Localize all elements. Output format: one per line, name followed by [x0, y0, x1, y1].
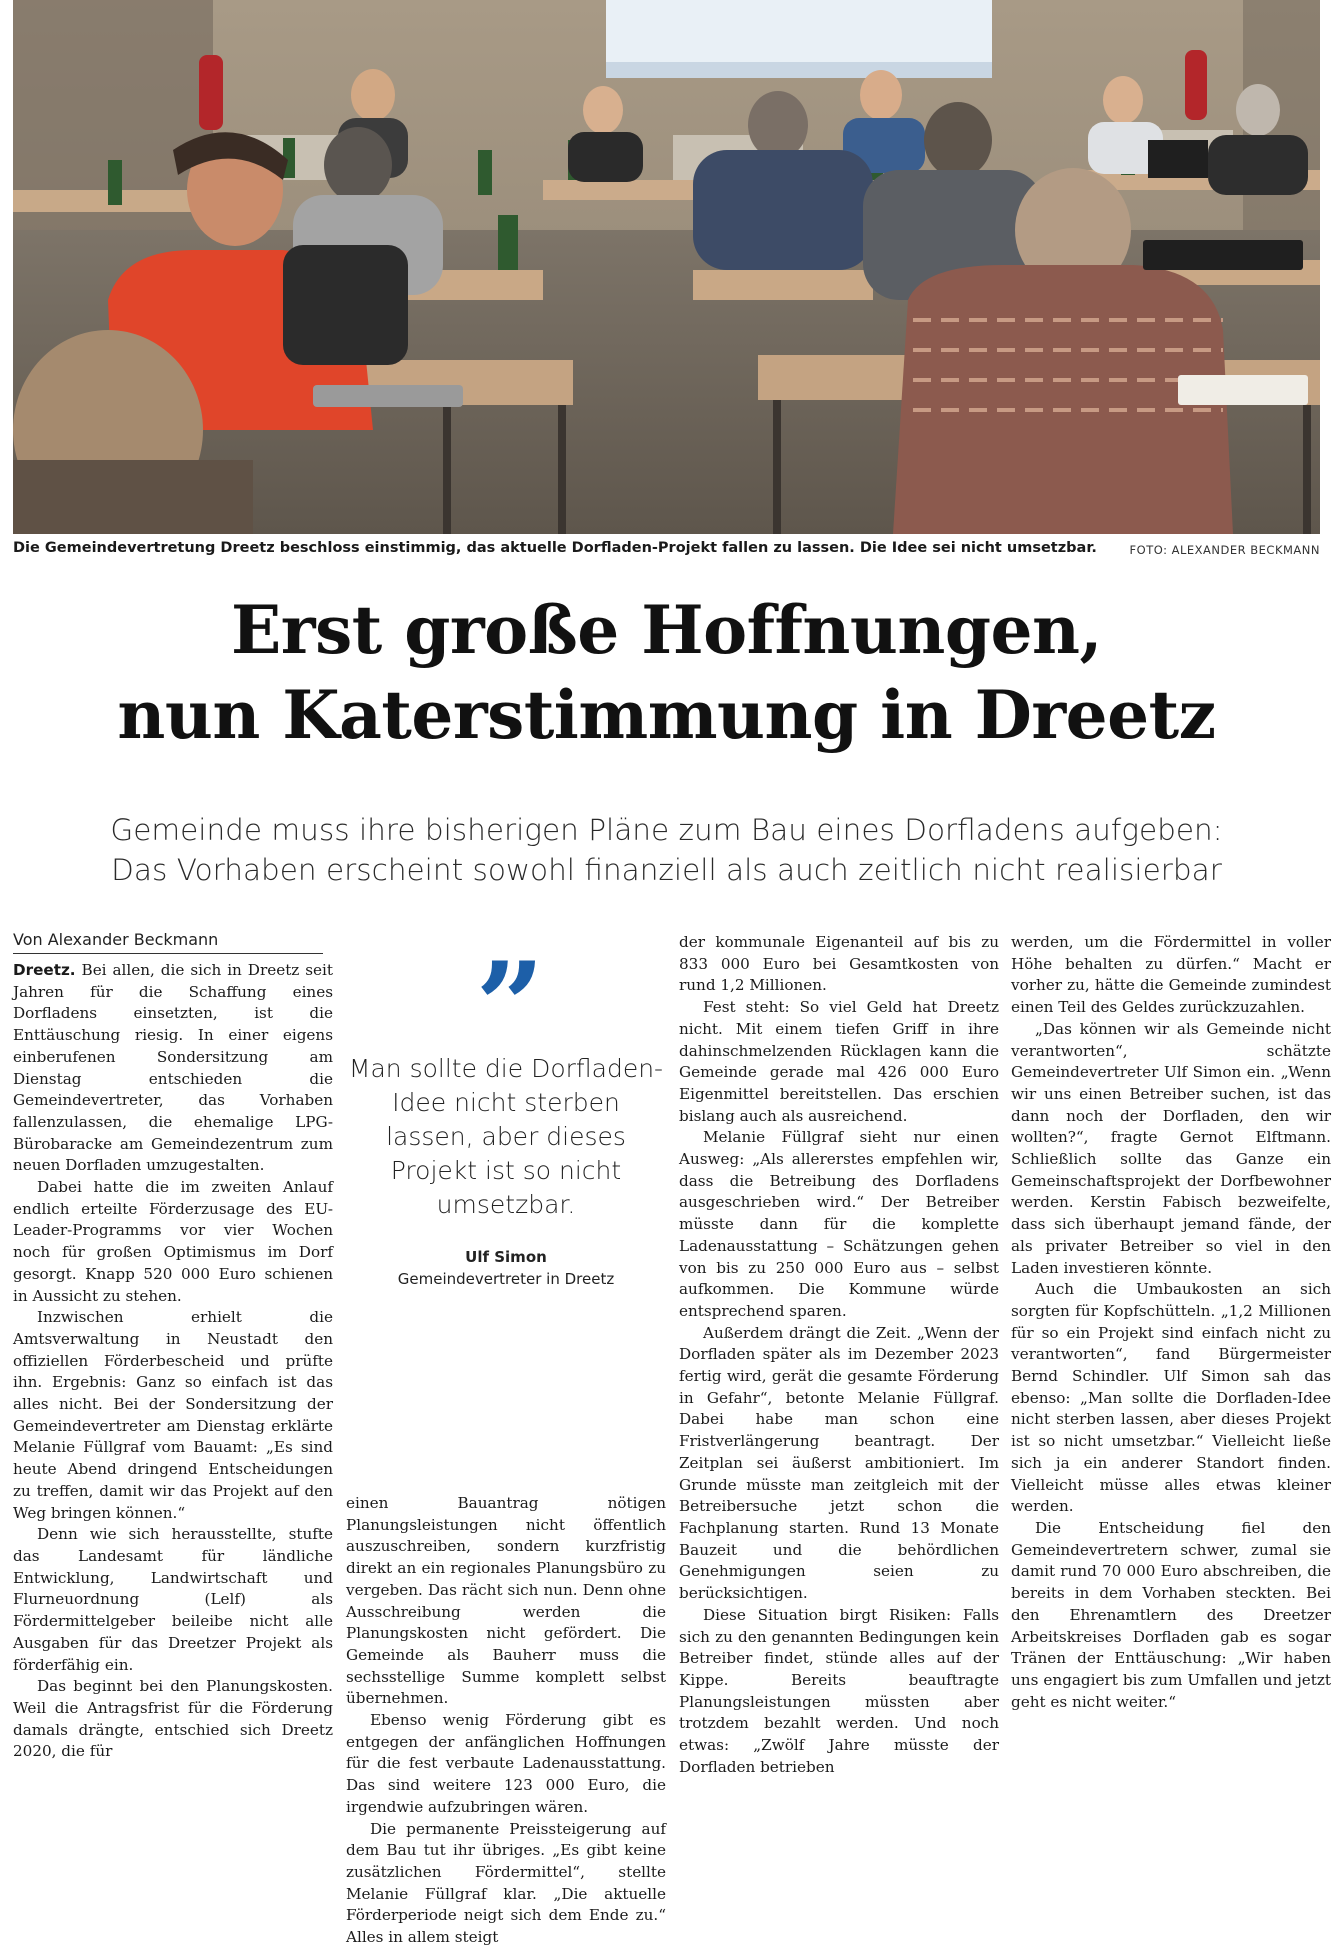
headline-line-2: nun Katerstimmung in Dreetz	[117, 676, 1216, 754]
quote-mark-icon: ”	[475, 936, 537, 1077]
article-paragraph: Außerdem drängt die Zeit. „Wenn der Dorfladen später als im Dezember 2023 fertig wird, gerät die gesamte Förderung in Gefahr“, betonte Melanie Füllgraf. Dabei habe man schon eine Fristverlängerung beantragt. Der Zeitplan sei äußerst ambitioniert. Im Grunde müsste man zeitgleich mit der Betreibersuche jetzt schon die Fachplanung starten. Rund 13 Monate Bauzeit und die behördlichen Genehmigungen seien zu berücksichtigen.	[679, 1323, 999, 1603]
headline	[0, 588, 1333, 758]
article-paragraph: Die permanente Preissteigerung auf dem Bau tut ihr übriges. „Es gibt keine zusätzlichen Fördermittel“, stellte Melanie Füllgraf klar. „Die aktuelle Förderperiode neigt sich dem Ende zu.“ Alles in allem steigt	[346, 1819, 666, 1947]
article-paragraph: Dreetz. Bei allen, die sich in Dreetz seit Jahren für die Schaffung eines Dorfladens einsetzten, ist die Enttäuschung riesig. In einer eigens einberufenen Sondersitzung am Dienstag entschieden die Gemeindevertreter, das Vorhaben fallenzulassen, die ehemalige LPG-Bürobaracke am Gemeindezentrum zum neuen Dorfladen umzugestalten.	[13, 961, 333, 1175]
dateline: Dreetz.	[13, 961, 76, 979]
article-column-2	[346, 1493, 666, 1947]
subheadline-line-1: Gemeinde muss ihre bisherigen Pläne zum Bau eines Dorfladens aufgeben:	[110, 813, 1223, 847]
article-column-1	[13, 960, 333, 1817]
article-paragraph: der kommunale Eigenanteil auf bis zu 833 000 Euro bei Gesamtkosten von rund 1,2 Millionen.	[679, 933, 999, 995]
headline-line-1: Erst große Hoffnungen,	[231, 591, 1102, 669]
quote-author-role: Gemeindevertreter in Dreetz	[397, 1270, 615, 1288]
article-paragraph: Das beginnt bei den Planungskosten. Weil die Antragsfrist für die Förderung damals drängte, entschied sich Dreetz 2020, die für	[13, 1677, 333, 1761]
article-paragraph: Auch die Umbaukosten an sich sorgten für Kopfschütteln. „1,2 Millionen für so ein Projekt sind einfach nicht zu verantworten“, fand Bürgermeister Bernd Schindler. Ulf Simon sah das ebenso: „Man sollte die Dorfladen-Idee nicht sterben lassen, aber dieses Projekt ist so nicht umsetzbar.“ Vielleicht ließe sich ja ein anderer Standort finden. Vielleicht müsse alles etwas kleiner werden.	[1011, 1280, 1331, 1516]
pull-quote	[346, 936, 666, 1480]
article-paragraph: Melanie Füllgraf sieht nur einen Ausweg: „Als allererstes empfehlen wir, dass die Betreibung des Dorfladens ausgeschrieben wird.“ Der Betreiber müsste dann für die komplette Ladenausstattung – Schätzungen gehen von bis zu 250 000 Euro aus – selbst aufkommen. Die Kommune würde entsprechend sparen.	[679, 1128, 999, 1320]
subheadline	[0, 810, 1333, 890]
article-paragraph: Diese Situation birgt Risiken: Falls sich zu den genannten Bedingungen kein Betreiber findet, stünde alles auf der Kippe. Bereits beauftragte Planungsleistungen müssten aber trotzdem bezahlt werden. Und noch etwas: „Zwölf Jahre müsste der Dorfladen betrieben	[679, 1605, 999, 1776]
meeting-room-photo	[13, 0, 1320, 534]
article-paragraph: Dabei hatte die im zweiten Anlauf endlich erteilte Förderzusage des EU-Leader-Programms vor vier Wochen noch für großen Optimismus im Dorf gesorgt. Knapp 520 000 Euro schienen in Aussicht zu stehen.	[13, 1178, 333, 1305]
article-paragraph: Ebenso wenig Förderung gibt es entgegen der anfänglichen Hoffnungen für die fest verbaute Ladenausstattung. Das sind weitere 123 000 Euro, die irgendwie aufzubringen wären.	[346, 1711, 666, 1816]
article-paragraph: werden, um die Fördermittel in voller Höhe behalten zu dürfen.“ Macht er vorher zu, hätte die Gemeinde zumindest einen Teil des Geldes zurückzuzahlen.	[1011, 933, 1331, 1017]
article-paragraph: „Das können wir als Gemeinde nicht verantworten“, schätzte Gemeindevertreter Ulf Simon ein. „Wenn wir uns einen Betreiber suchen, ist das dann noch der Dorfladen, den wir wollten?“, fragte Gernot Elftmann. Schließlich sollte das Ganze ein Gemeinschaftsprojekt der Dorfbewohner werden. Kerstin Fabisch bezweifelte, dass sich überhaupt jemand fände, der als privater Betreiber so viel in den Laden investieren könnte.	[1011, 1019, 1331, 1277]
quote-text: Man sollte die Dorfladen-Idee nicht sterben lassen, aber dieses Projekt ist so nicht umsetzbar.	[348, 1054, 664, 1219]
byline: Von Alexander Beckmann	[13, 930, 323, 954]
article-photo	[13, 0, 1320, 534]
article-paragraph: Fest steht: So viel Geld hat Dreetz nicht. Mit einem tiefen Griff in ihre dahinschmelzenden Rücklagen kann die Gemeinde gerade mal 426 000 Euro Eigenmittel bereitstellen. Das erschien bislang auch als ausreichend.	[679, 998, 999, 1125]
article-paragraph: Die Entscheidung fiel den Gemeindevertretern schwer, zumal sie damit rund 70 000 Euro abschreiben, die bereits in dem Vorhaben steckten. Bei den Ehrenamtlern des Dreetzer Arbeitskreises Dorfladen gab es sogar Tränen der Enttäuschung: „Wir haben uns engagiert bis zum Umfallen und jetzt geht es nicht weiter.“	[1011, 1518, 1331, 1711]
article-paragraph: Denn wie sich herausstellte, stufte das Landesamt für ländliche Entwicklung, Landwirtschaft und Flurneuordnung (Lelf) als Fördermittelgeber beileibe nicht alle Ausgaben für das Dreetzer Projekt als förderfähig ein.	[13, 1525, 333, 1674]
article-column-3	[679, 932, 999, 1817]
subheadline-line-2: Das Vorhaben erscheint sowohl finanziell als auch zeitlich nicht realisierbar	[111, 853, 1222, 887]
quote-author: Ulf Simon	[465, 1248, 547, 1266]
photo-credit: FOTO: ALEXANDER BECKMANN	[1129, 543, 1320, 557]
article-paragraph: Inzwischen erhielt die Amtsverwaltung in Neustadt den offiziellen Förderbescheid und prüfte ihn. Ergebnis: Ganz so einfach ist das alles nicht. Bei der Sondersitzung der Gemeindevertreter am Dienstag erklärte Melanie Füllgraf vom Bauamt: „Es sind heute Abend dringend Entscheidungen zu treffen, damit wir das Projekt auf den Weg bringen können.“	[13, 1308, 333, 1522]
article-paragraph: einen Bauantrag nötigen Planungsleistungen nicht öffentlich auszuschreiben, sondern kurzfristig direkt an ein regionales Planungsbüro zu vergeben. Das rächt sich nun. Denn ohne Ausschreibung werden die Planungskosten nicht gefördert. Die Gemeinde als Bauherr muss die sechsstellige Summe komplett selbst übernehmen.	[346, 1494, 666, 1708]
article-column-4	[1011, 932, 1331, 1817]
photo-caption: Die Gemeindevertretung Dreetz beschloss einstimmig, das aktuelle Dorfladen-Projekt fallen zu lassen. Die Idee sei nicht umsetzbar.	[13, 540, 1097, 556]
